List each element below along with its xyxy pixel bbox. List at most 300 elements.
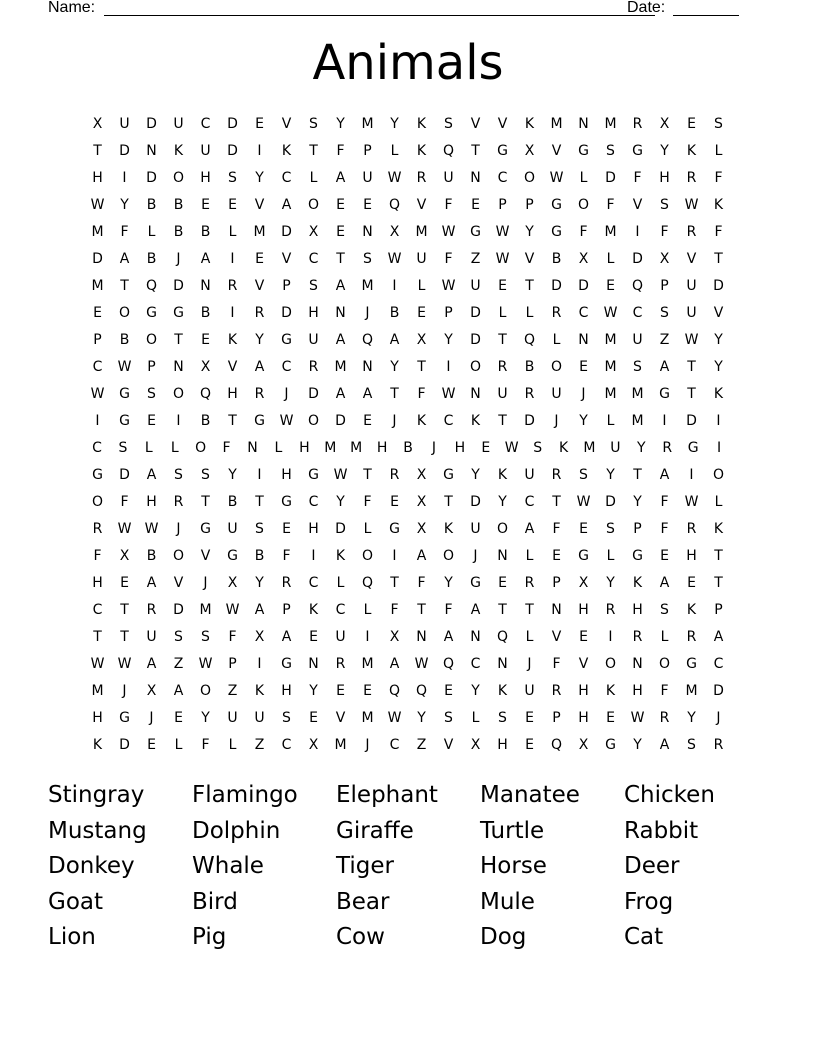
grid-letter[interactable]: S <box>606 143 615 159</box>
grid-letter[interactable]: A <box>146 467 157 483</box>
grid-letter[interactable]: Z <box>227 683 238 699</box>
grid-letter[interactable]: A <box>389 332 400 348</box>
grid-letter[interactable]: E <box>255 251 264 267</box>
grid-letter[interactable]: J <box>176 251 181 267</box>
grid-letter[interactable]: M <box>415 224 428 240</box>
grid-letter[interactable]: I <box>689 467 694 483</box>
grid-letter[interactable]: V <box>281 116 292 132</box>
grid-letter[interactable]: E <box>309 710 318 726</box>
grid-letter[interactable]: V <box>200 548 211 564</box>
grid-letter[interactable]: T <box>336 251 345 267</box>
grid-letter[interactable]: L <box>144 440 153 456</box>
grid-letter[interactable]: X <box>389 629 400 645</box>
grid-letter[interactable]: R <box>497 359 508 375</box>
grid-letter[interactable]: T <box>417 359 426 375</box>
grid-letter[interactable]: C <box>281 737 292 753</box>
grid-letter[interactable]: I <box>392 548 397 564</box>
grid-letter[interactable]: V <box>254 278 265 294</box>
grid-letter[interactable]: H <box>578 683 589 699</box>
grid-letter[interactable]: E <box>93 305 102 321</box>
grid-letter[interactable]: E <box>579 359 588 375</box>
grid-letter[interactable]: V <box>416 197 427 213</box>
grid-letter[interactable]: K <box>254 683 265 699</box>
grid-letter[interactable]: J <box>149 710 154 726</box>
grid-letter[interactable]: D <box>92 251 103 267</box>
grid-letter[interactable]: D <box>524 413 535 429</box>
grid-letter[interactable]: X <box>578 251 589 267</box>
grid-letter[interactable]: A <box>281 197 292 213</box>
grid-letter[interactable]: J <box>122 683 127 699</box>
grid-letter[interactable]: E <box>120 575 129 591</box>
grid-letter[interactable]: T <box>633 467 642 483</box>
grid-letter[interactable]: M <box>361 710 374 726</box>
grid-letter[interactable]: V <box>551 629 562 645</box>
grid-letter[interactable]: S <box>444 710 453 726</box>
grid-letter[interactable]: D <box>713 683 724 699</box>
grid-letter[interactable]: L <box>170 440 179 456</box>
grid-letter[interactable]: O <box>442 548 455 564</box>
grid-letter[interactable]: M <box>604 359 617 375</box>
grid-letter[interactable]: K <box>632 575 643 591</box>
grid-letter[interactable]: J <box>284 386 289 402</box>
grid-letter[interactable]: J <box>581 386 586 402</box>
grid-letter[interactable]: L <box>336 575 345 591</box>
grid-letter[interactable]: Y <box>633 737 642 753</box>
grid-letter[interactable]: X <box>389 224 400 240</box>
grid-letter[interactable]: T <box>174 332 183 348</box>
grid-letter[interactable]: F <box>201 737 210 753</box>
grid-letter[interactable]: X <box>416 332 427 348</box>
grid-letter[interactable]: D <box>470 305 481 321</box>
grid-letter[interactable]: E <box>444 683 453 699</box>
grid-letter[interactable]: I <box>257 656 262 672</box>
grid-letter[interactable]: N <box>247 440 258 456</box>
grid-letter[interactable]: R <box>146 602 157 618</box>
grid-letter[interactable]: X <box>119 548 130 564</box>
grid-letter[interactable]: O <box>469 359 482 375</box>
grid-letter[interactable]: W <box>603 305 618 321</box>
grid-letter[interactable]: H <box>308 521 319 537</box>
grid-letter[interactable]: T <box>525 278 534 294</box>
grid-letter[interactable]: W <box>576 494 591 510</box>
grid-letter[interactable]: H <box>281 467 292 483</box>
grid-letter[interactable]: E <box>606 710 615 726</box>
grid-letter[interactable]: X <box>524 143 535 159</box>
grid-letter[interactable]: R <box>551 467 562 483</box>
grid-letter[interactable]: A <box>146 575 157 591</box>
grid-letter[interactable]: B <box>200 224 211 240</box>
grid-letter[interactable]: L <box>606 413 615 429</box>
grid-letter[interactable]: Y <box>390 359 399 375</box>
grid-letter[interactable]: P <box>93 332 102 348</box>
grid-letter[interactable]: U <box>443 170 454 186</box>
grid-letter[interactable]: L <box>525 629 534 645</box>
grid-letter[interactable]: U <box>497 386 508 402</box>
grid-letter[interactable]: A <box>119 251 130 267</box>
grid-letter[interactable]: M <box>631 386 644 402</box>
grid-letter[interactable]: K <box>281 143 292 159</box>
grid-letter[interactable]: W <box>441 224 456 240</box>
grid-letter[interactable]: Q <box>496 629 509 645</box>
grid-letter[interactable]: A <box>254 602 265 618</box>
grid-letter[interactable]: I <box>230 251 235 267</box>
grid-letter[interactable]: O <box>307 197 320 213</box>
grid-letter[interactable]: K <box>173 143 184 159</box>
grid-letter[interactable]: L <box>606 251 615 267</box>
grid-letter[interactable]: F <box>228 629 237 645</box>
grid-letter[interactable]: S <box>660 305 669 321</box>
grid-letter[interactable]: B <box>146 548 157 564</box>
grid-letter[interactable]: X <box>659 251 670 267</box>
grid-letter[interactable]: W <box>549 170 564 186</box>
grid-letter[interactable]: H <box>454 440 466 456</box>
grid-letter[interactable]: M <box>550 116 563 132</box>
grid-letter[interactable]: Y <box>120 197 129 213</box>
grid-letter[interactable]: U <box>362 170 373 186</box>
grid-letter[interactable]: M <box>350 440 363 456</box>
grid-letter[interactable]: D <box>713 278 724 294</box>
grid-letter[interactable]: O <box>550 359 563 375</box>
grid-letter[interactable]: D <box>686 413 697 429</box>
grid-letter[interactable]: P <box>552 575 561 591</box>
grid-letter[interactable]: H <box>200 170 211 186</box>
grid-letter[interactable]: F <box>444 602 453 618</box>
grid-letter[interactable]: C <box>497 170 508 186</box>
grid-letter[interactable]: S <box>533 440 543 456</box>
grid-letter[interactable]: A <box>335 386 346 402</box>
grid-letter[interactable]: H <box>92 575 103 591</box>
grid-letter[interactable]: G <box>470 575 481 591</box>
grid-letter[interactable]: Y <box>525 224 534 240</box>
grid-letter[interactable]: G <box>200 521 211 537</box>
grid-letter[interactable]: J <box>716 710 721 726</box>
grid-letter[interactable]: G <box>92 467 103 483</box>
grid-letter[interactable]: U <box>254 710 265 726</box>
grid-letter[interactable]: H <box>281 683 292 699</box>
grid-letter[interactable]: Y <box>471 683 480 699</box>
grid-letter[interactable]: V <box>524 251 535 267</box>
grid-letter[interactable]: I <box>446 359 451 375</box>
grid-letter[interactable]: N <box>416 629 427 645</box>
grid-letter[interactable]: R <box>227 278 238 294</box>
grid-letter[interactable]: L <box>660 629 669 645</box>
grid-letter[interactable]: A <box>443 629 454 645</box>
grid-letter[interactable]: D <box>119 143 130 159</box>
grid-letter[interactable]: R <box>632 116 643 132</box>
grid-letter[interactable]: Q <box>145 278 158 294</box>
grid-letter[interactable]: T <box>525 602 534 618</box>
grid-letter[interactable]: P <box>444 305 453 321</box>
grid-letter[interactable]: D <box>470 494 481 510</box>
grid-letter[interactable]: M <box>685 683 698 699</box>
grid-letter[interactable]: O <box>523 170 536 186</box>
grid-letter[interactable]: G <box>281 656 292 672</box>
grid-letter[interactable]: B <box>173 197 184 213</box>
grid-letter[interactable]: L <box>498 305 507 321</box>
grid-letter[interactable]: B <box>403 440 413 456</box>
grid-letter[interactable]: L <box>714 494 723 510</box>
grid-letter[interactable]: O <box>172 170 185 186</box>
grid-letter[interactable]: E <box>687 116 696 132</box>
grid-letter[interactable]: U <box>610 440 621 456</box>
grid-letter[interactable]: I <box>257 143 262 159</box>
grid-letter[interactable]: Y <box>471 467 480 483</box>
grid-letter[interactable]: R <box>416 170 427 186</box>
grid-letter[interactable]: W <box>504 440 519 456</box>
grid-letter[interactable]: V <box>686 251 697 267</box>
grid-letter[interactable]: K <box>416 143 427 159</box>
grid-letter[interactable]: Y <box>417 710 426 726</box>
grid-letter[interactable]: R <box>662 440 673 456</box>
grid-letter[interactable]: Y <box>660 143 669 159</box>
grid-letter[interactable]: P <box>714 602 723 618</box>
grid-letter[interactable]: N <box>335 305 346 321</box>
grid-letter[interactable]: L <box>390 143 399 159</box>
grid-letter[interactable]: R <box>632 629 643 645</box>
grid-letter[interactable]: C <box>713 656 724 672</box>
grid-letter[interactable]: L <box>525 548 534 564</box>
grid-letter[interactable]: Y <box>579 413 588 429</box>
grid-letter[interactable]: T <box>498 602 507 618</box>
grid-letter[interactable]: B <box>119 332 130 348</box>
grid-letter[interactable]: S <box>309 278 318 294</box>
grid-letter[interactable]: M <box>583 440 596 456</box>
grid-letter[interactable]: U <box>173 116 184 132</box>
grid-letter[interactable]: D <box>119 467 130 483</box>
grid-letter[interactable]: A <box>200 251 211 267</box>
grid-letter[interactable]: V <box>335 710 346 726</box>
grid-letter[interactable]: W <box>495 251 510 267</box>
grid-letter[interactable]: G <box>687 440 699 456</box>
grid-letter[interactable]: A <box>335 332 346 348</box>
grid-letter[interactable]: G <box>659 386 670 402</box>
grid-letter[interactable]: F <box>282 548 291 564</box>
grid-letter[interactable]: K <box>713 197 724 213</box>
grid-letter[interactable]: F <box>660 494 669 510</box>
grid-letter[interactable]: I <box>717 440 722 456</box>
grid-letter[interactable]: M <box>361 656 374 672</box>
grid-letter[interactable]: N <box>470 170 481 186</box>
grid-letter[interactable]: R <box>713 737 724 753</box>
grid-letter[interactable]: B <box>146 197 157 213</box>
grid-letter[interactable]: C <box>281 359 292 375</box>
grid-letter[interactable]: W <box>495 224 510 240</box>
grid-letter[interactable]: U <box>227 521 238 537</box>
grid-letter[interactable]: T <box>417 602 426 618</box>
grid-letter[interactable]: N <box>470 629 481 645</box>
grid-letter[interactable]: K <box>497 683 508 699</box>
grid-letter[interactable]: B <box>389 305 400 321</box>
grid-letter[interactable]: V <box>254 197 265 213</box>
grid-letter[interactable]: A <box>281 629 292 645</box>
grid-letter[interactable]: M <box>604 332 617 348</box>
grid-letter[interactable]: V <box>443 737 454 753</box>
grid-letter[interactable]: G <box>389 521 400 537</box>
grid-letter[interactable]: W <box>387 170 402 186</box>
grid-letter[interactable]: M <box>361 278 374 294</box>
grid-letter[interactable]: K <box>92 737 103 753</box>
grid-letter[interactable]: U <box>470 521 481 537</box>
grid-letter[interactable]: Y <box>228 467 237 483</box>
grid-letter[interactable]: R <box>389 467 400 483</box>
grid-letter[interactable]: O <box>172 548 185 564</box>
grid-letter[interactable]: Q <box>361 332 374 348</box>
grid-letter[interactable]: X <box>254 629 265 645</box>
grid-letter[interactable]: A <box>659 575 670 591</box>
grid-letter[interactable]: B <box>200 305 211 321</box>
grid-letter[interactable]: Q <box>550 737 563 753</box>
grid-letter[interactable]: L <box>228 224 237 240</box>
grid-letter[interactable]: W <box>117 656 132 672</box>
grid-letter[interactable]: M <box>334 359 347 375</box>
grid-letter[interactable]: X <box>578 737 589 753</box>
grid-letter[interactable]: E <box>481 440 491 456</box>
grid-letter[interactable]: I <box>230 305 235 321</box>
grid-letter[interactable]: G <box>632 548 643 564</box>
grid-letter[interactable]: T <box>687 359 696 375</box>
grid-letter[interactable]: L <box>552 332 561 348</box>
grid-letter[interactable]: S <box>606 521 615 537</box>
grid-letter[interactable]: D <box>281 305 292 321</box>
grid-letter[interactable]: V <box>497 116 508 132</box>
grid-letter[interactable]: T <box>120 602 129 618</box>
grid-letter[interactable]: Q <box>415 683 428 699</box>
grid-letter[interactable]: C <box>200 116 211 132</box>
grid-letter[interactable]: P <box>147 359 156 375</box>
grid-letter[interactable]: L <box>174 737 183 753</box>
grid-letter[interactable]: I <box>122 170 127 186</box>
grid-letter[interactable]: P <box>525 197 534 213</box>
grid-letter[interactable]: E <box>228 197 237 213</box>
grid-letter[interactable]: G <box>281 332 292 348</box>
grid-letter[interactable]: T <box>93 143 102 159</box>
grid-letter[interactable]: E <box>660 548 669 564</box>
grid-letter[interactable]: B <box>551 251 562 267</box>
grid-letter[interactable]: D <box>551 278 562 294</box>
grid-letter[interactable]: P <box>282 278 291 294</box>
grid-letter[interactable]: D <box>470 332 481 348</box>
grid-letter[interactable]: X <box>200 359 211 375</box>
grid-letter[interactable]: A <box>254 359 265 375</box>
grid-letter[interactable]: Y <box>201 710 210 726</box>
grid-letter[interactable]: U <box>524 467 535 483</box>
grid-letter[interactable]: Q <box>442 656 455 672</box>
grid-letter[interactable]: K <box>713 386 724 402</box>
grid-letter[interactable]: F <box>336 143 345 159</box>
grid-letter[interactable]: D <box>578 278 589 294</box>
grid-letter[interactable]: C <box>632 305 643 321</box>
grid-letter[interactable]: T <box>93 629 102 645</box>
grid-letter[interactable]: T <box>201 494 210 510</box>
grid-letter[interactable]: H <box>632 683 643 699</box>
grid-letter[interactable]: M <box>604 116 617 132</box>
grid-letter[interactable]: E <box>579 521 588 537</box>
grid-letter[interactable]: O <box>91 494 104 510</box>
grid-letter[interactable]: Q <box>523 332 536 348</box>
grid-letter[interactable]: M <box>91 278 104 294</box>
grid-letter[interactable]: S <box>174 467 183 483</box>
grid-letter[interactable]: L <box>309 170 318 186</box>
grid-letter[interactable]: E <box>147 413 156 429</box>
grid-letter[interactable]: A <box>173 683 184 699</box>
grid-letter[interactable]: Q <box>442 143 455 159</box>
grid-letter[interactable]: G <box>497 143 508 159</box>
grid-letter[interactable]: M <box>253 224 266 240</box>
grid-letter[interactable]: H <box>578 602 589 618</box>
grid-letter[interactable]: V <box>632 197 643 213</box>
grid-letter[interactable]: R <box>281 575 292 591</box>
grid-letter[interactable]: J <box>392 413 397 429</box>
grid-letter[interactable]: K <box>470 413 481 429</box>
grid-letter[interactable]: H <box>308 305 319 321</box>
grid-letter[interactable]: E <box>363 683 372 699</box>
grid-letter[interactable]: Z <box>254 737 265 753</box>
grid-letter[interactable]: Y <box>606 575 615 591</box>
grid-letter[interactable]: E <box>525 737 534 753</box>
grid-letter[interactable]: W <box>117 521 132 537</box>
grid-letter[interactable]: Y <box>390 116 399 132</box>
grid-letter[interactable]: E <box>579 629 588 645</box>
grid-letter[interactable]: Z <box>416 737 427 753</box>
grid-letter[interactable]: N <box>362 359 373 375</box>
grid-letter[interactable]: O <box>199 683 212 699</box>
grid-letter[interactable]: B <box>200 413 211 429</box>
grid-letter[interactable]: M <box>604 224 617 240</box>
grid-letter[interactable]: R <box>254 305 265 321</box>
grid-letter[interactable]: W <box>387 710 402 726</box>
grid-letter[interactable]: N <box>200 278 211 294</box>
grid-letter[interactable]: H <box>376 440 388 456</box>
grid-letter[interactable]: T <box>714 251 723 267</box>
grid-letter[interactable]: W <box>441 386 456 402</box>
grid-letter[interactable]: K <box>558 440 569 456</box>
grid-letter[interactable]: D <box>605 170 616 186</box>
grid-letter[interactable]: Q <box>199 386 212 402</box>
grid-letter[interactable]: K <box>416 413 427 429</box>
grid-letter[interactable]: F <box>552 656 561 672</box>
grid-letter[interactable]: L <box>363 521 372 537</box>
grid-letter[interactable]: T <box>363 467 372 483</box>
grid-letter[interactable]: Y <box>255 170 264 186</box>
grid-letter[interactable]: I <box>608 629 613 645</box>
grid-letter[interactable]: F <box>120 494 129 510</box>
grid-letter[interactable]: H <box>146 494 157 510</box>
grid-letter[interactable]: X <box>308 224 319 240</box>
grid-letter[interactable]: Z <box>173 656 184 672</box>
grid-letter[interactable]: G <box>281 494 292 510</box>
grid-letter[interactable]: S <box>660 197 669 213</box>
grid-letter[interactable]: G <box>470 224 481 240</box>
grid-letter[interactable]: U <box>119 116 130 132</box>
grid-letter[interactable]: V <box>551 143 562 159</box>
grid-letter[interactable]: C <box>443 413 454 429</box>
grid-letter[interactable]: C <box>578 305 589 321</box>
grid-letter[interactable]: E <box>471 197 480 213</box>
grid-letter[interactable]: F <box>417 575 426 591</box>
grid-letter[interactable]: R <box>659 710 670 726</box>
grid-letter[interactable]: K <box>524 116 535 132</box>
grid-letter[interactable]: E <box>498 278 507 294</box>
grid-letter[interactable]: A <box>335 170 346 186</box>
grid-letter[interactable]: L <box>228 737 237 753</box>
grid-letter[interactable]: E <box>336 683 345 699</box>
grid-letter[interactable]: U <box>686 305 697 321</box>
grid-letter[interactable]: X <box>659 116 670 132</box>
grid-letter[interactable]: G <box>443 467 454 483</box>
grid-letter[interactable]: E <box>282 521 291 537</box>
grid-letter[interactable]: R <box>92 521 103 537</box>
grid-letter[interactable]: R <box>335 656 346 672</box>
